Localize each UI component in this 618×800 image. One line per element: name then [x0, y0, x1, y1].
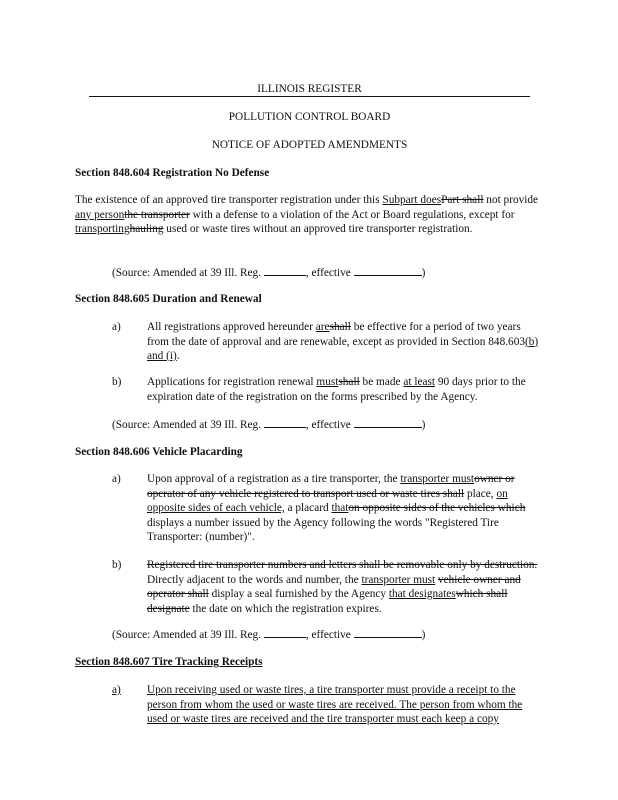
section-606-source: (Source: Amended at 39 Ill. Reg. , effective ) [112, 629, 426, 641]
section-606-a-label: a) [112, 473, 121, 485]
section-606-heading: Section 848.606 Vehicle Placarding [75, 446, 243, 458]
section-604-source: (Source: Amended at 39 Ill. Reg. , effective ) [112, 267, 426, 279]
section-607-a-label: a) [112, 684, 121, 696]
section-605-b-text: Applications for registration renewal mustshall be made at least 90 days prior to the expiration date of the registration on the forms prescribed by the Agency. [147, 376, 526, 403]
section-604-heading: Section 848.604 Registration No Defense [75, 167, 270, 179]
section-605-source: (Source: Amended at 39 Ill. Reg. , effective ) [112, 419, 426, 431]
section-605-heading: Section 848.605 Duration and Renewal [75, 293, 262, 305]
notice-title: NOTICE OF ADOPTED AMENDMENTS [211, 139, 408, 151]
board-title: POLLUTION CONTROL BOARD [228, 111, 391, 123]
section-606-b-text: Registered tire transporter numbers and letters shall be removable only by destruction. Directly adjacent to the words and number, the transporter must vehicle owner and operator shall display a seal furnished by the Agency that designateswhich shall designate the date on which the registration expires. [147, 559, 538, 615]
section-606-a-text: Upon approval of a registration as a tire transporter, the transporter mustowner or operator of any vehicle registered to transport used or waste tires shall place, on opposite sides of each vehicle, a placard thaton opposite sides of the vehicles which displays a number issued by the Agency following the words "Registered Tire Transporter: (number)". [147, 473, 526, 543]
register-title: ILLINOIS REGISTER [257, 83, 362, 95]
section-605-a-label: a) [112, 321, 121, 333]
header-rule [89, 96, 530, 97]
section-605-b-label: b) [112, 376, 122, 388]
section-607-heading: Section 848.607 Tire Tracking Receipts [75, 656, 263, 668]
section-607-a-text: Upon receiving used or waste tires, a tire transporter must provide a receipt to the person from whom the used or waste tires are received. The person from whom the used or waste tires are received and the tire transporter must each keep a copy [147, 684, 523, 725]
section-604-paragraph: The existence of an approved tire transporter registration under this Subpart doesPart shall not provide any personthe transporter with a defense to a violation of the Act or Board regulations, except for transportinghauling used or waste tires without an approved tire transporter registration. [75, 194, 539, 235]
section-606-b-label: b) [112, 559, 122, 571]
section-605-a-text: All registrations approved hereunder areshall be effective for a period of two years from the date of approval and are renewable, except as provided in Section 848.603(b) and (i). [147, 321, 539, 362]
